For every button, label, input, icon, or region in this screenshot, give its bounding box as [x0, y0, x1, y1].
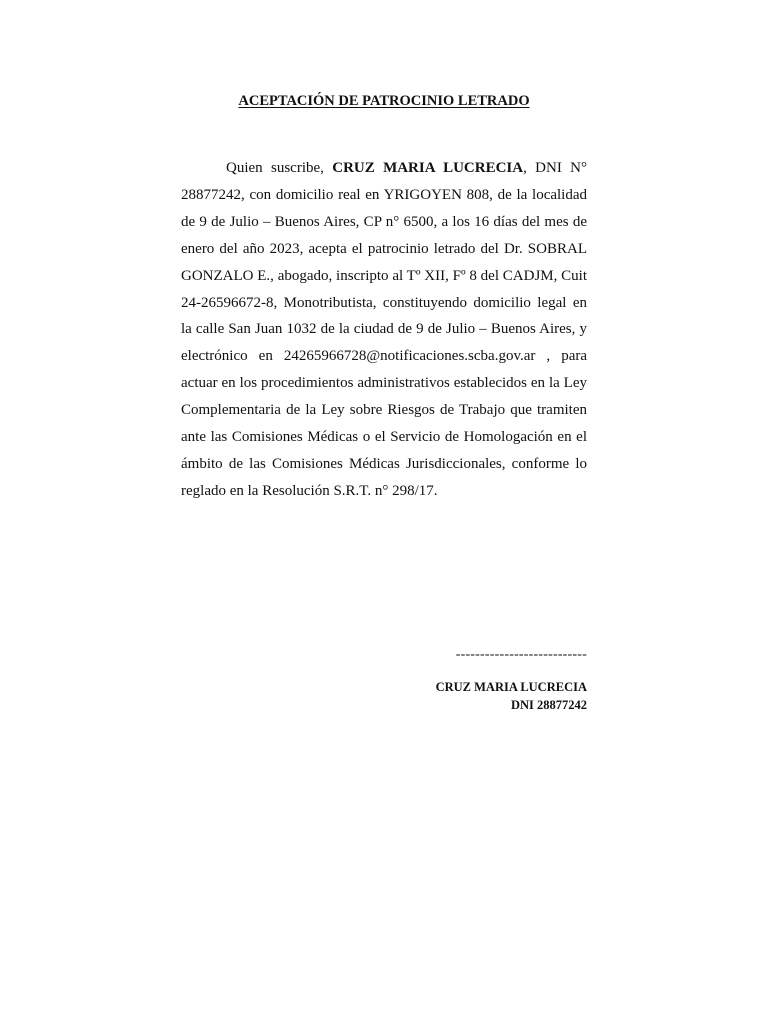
signature-name: CRUZ MARIA LUCRECIA [435, 680, 587, 694]
signature-line: --------------------------- [455, 647, 587, 662]
signature-dni: DNI 28877242 [510, 698, 587, 712]
paragraph-intro: Quien suscribe, [226, 160, 333, 176]
paragraph-subscriber-name: CRUZ MARIA LUCRECIA [332, 160, 524, 176]
paragraph-rest: , DNI N° 28877242, con domicilio real en YRIGOYEN 808, de la localidad de 9 de Julio – Buenos Aires, CP n° 6500, a los 16 días del mes de enero del año 2023, acepta el patrocinio letrado del Dr. SOBRAL GONZALO E., abogado, inscripto al Tº XII, Fº 8 del CADJM, Cuit 24-26596672-8, Monotributista, constituyendo domicilio legal en la calle San Juan 1032 de la ciudad de 9 de Julio – Buenos Aires, y electrónico en 24265966728@notificaciones.scba.gov.ar , para actuar en los procedimientos administrativos establecidos en la Ley Complementaria de la Ley sobre Riesgos de Trabajo que tramiten ante las Comisiones Médicas o el Servicio de Homologación en el ámbito de las Comisiones Médicas Jurisdiccionales, conforme lo reglado en la Resolución S.R.T. n° 298/17. [181, 160, 588, 499]
document-title: ACEPTACIÓN DE PATROCINIO LETRADO [238, 93, 530, 109]
body-paragraph [181, 155, 587, 505]
